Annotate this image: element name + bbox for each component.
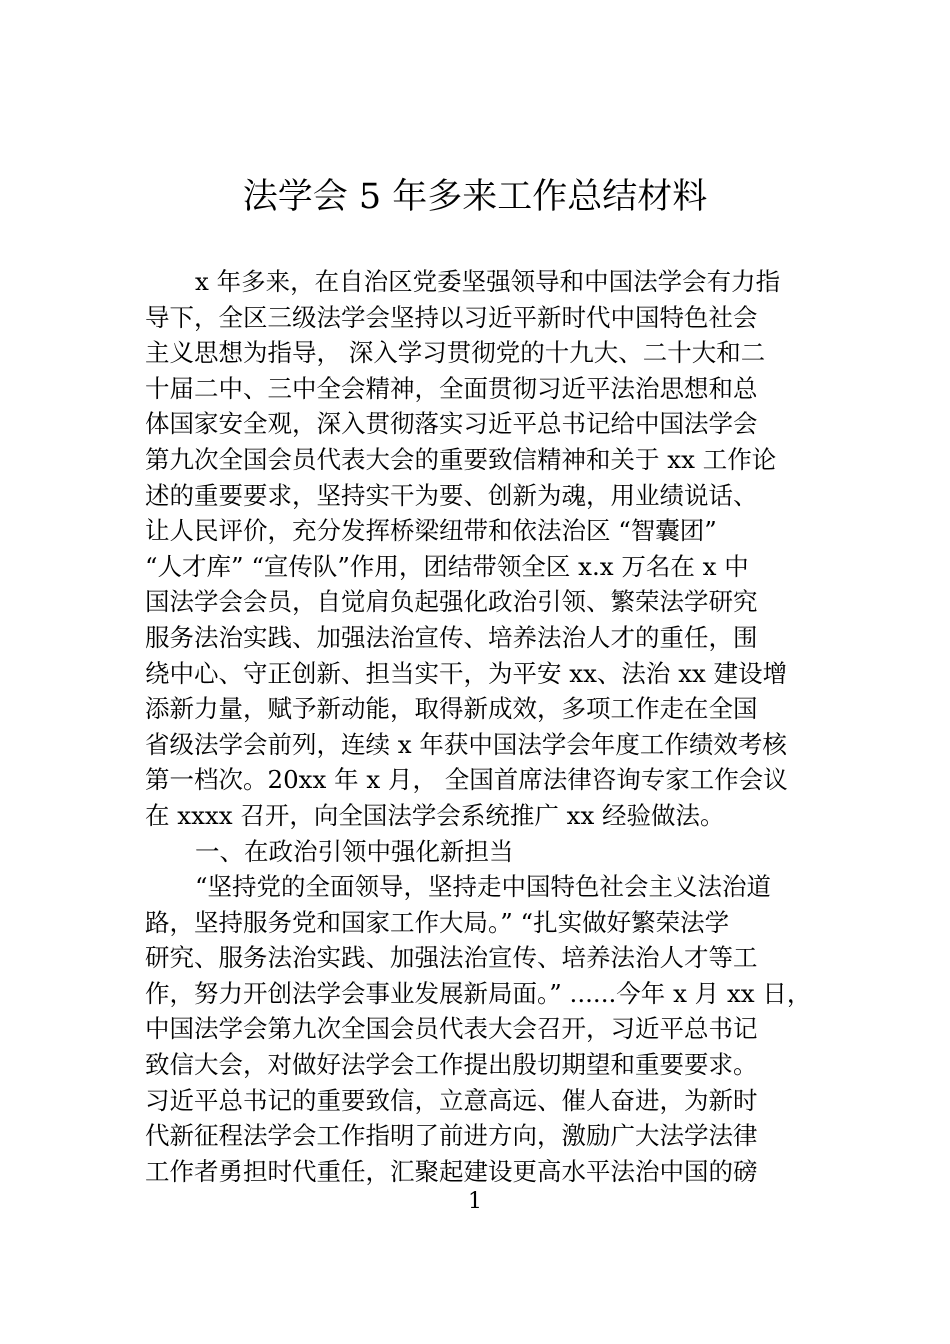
text-line: 主义思想为指导， 深入学习贯彻党的十九大、二十大和二 (145, 338, 766, 368)
text-line: 述的重要要求，坚持实干为要、创新为魂，用业绩说话、 (145, 480, 758, 510)
text-line: 致信大会，对做好法学会工作提出殷切期望和重要要求。 (145, 1050, 758, 1080)
page-number: 1 (468, 1189, 482, 1214)
text-line: 研究、服务法治实践、加强法治宣传、培养法治人才等工 (145, 943, 758, 973)
text-line: 体国家安全观，深入贯彻落实习近平总书记给中国法学会 (145, 409, 758, 439)
text-line: 作，努力开创法学会事业发展新局面。” ......今年 x 月 xx 日， (145, 978, 812, 1008)
text-line: 省级法学会前列，连续 x 年获中国法学会年度工作绩效考核 (145, 729, 787, 759)
text-line: 代新征程法学会工作指明了前进方向，激励广大法学法律 (145, 1121, 758, 1151)
text-line: 工作者勇担时代重任，汇聚起建设更高水平法治中国的磅 (145, 1156, 758, 1186)
text-line: 第一档次。20xx 年 x 月， 全国首席法律咨询专家工作会议 (145, 765, 788, 795)
text-line: 让人民评价，充分发挥桥梁纽带和依法治区 “智囊团” (145, 516, 717, 546)
text-line: 在 xxxx 召开，向全国法学会系统推广 xx 经验做法。 (145, 800, 725, 830)
text-line: 绕中心、守正创新、担当实干，为平安 xx、法治 xx 建设增 (145, 658, 788, 688)
text-line: “人才库” “宣传队”作用，团结带领全区 x.x 万名在 x 中 (145, 551, 749, 581)
text-line: x 年多来，在自治区党委坚强领导和中国法学会有力指 (195, 267, 781, 296)
text-line: 第九次全国会员代表大会的重要致信精神和关于 xx 工作论 (145, 444, 777, 474)
document-body (145, 264, 815, 1189)
section-heading: 一、在政治引领中强化新担当 (195, 836, 514, 866)
text-line: 习近平总书记的重要致信，立意高远、催人奋进，为新时 (145, 1085, 758, 1115)
text-line: 路，坚持服务党和国家工作大局。” “扎实做好繁荣法学 (145, 907, 730, 937)
text-line: 十届二中、三中全会精神，全面贯彻习近平法治思想和总 (145, 373, 758, 403)
text-line: 导下，全区三级法学会坚持以习近平新时代中国特色社会 (145, 302, 758, 332)
text-line: 服务法治实践、加强法治宣传、培养法治人才的重任，围 (145, 622, 758, 652)
text-line: 中国法学会第九次全国会员代表大会召开，习近平总书记 (145, 1014, 758, 1044)
text-line: “坚持党的全面领导，坚持走中国特色社会主义法治道 (195, 872, 772, 902)
text-line: 国法学会会员，自觉肩负起强化政治引领、繁荣法学研究 (145, 587, 758, 617)
document-title: 法学会 5 年多来工作总结材料 (242, 177, 708, 217)
text-line: 添新力量，赋予新动能，取得新成效，多项工作走在全国 (145, 694, 758, 724)
